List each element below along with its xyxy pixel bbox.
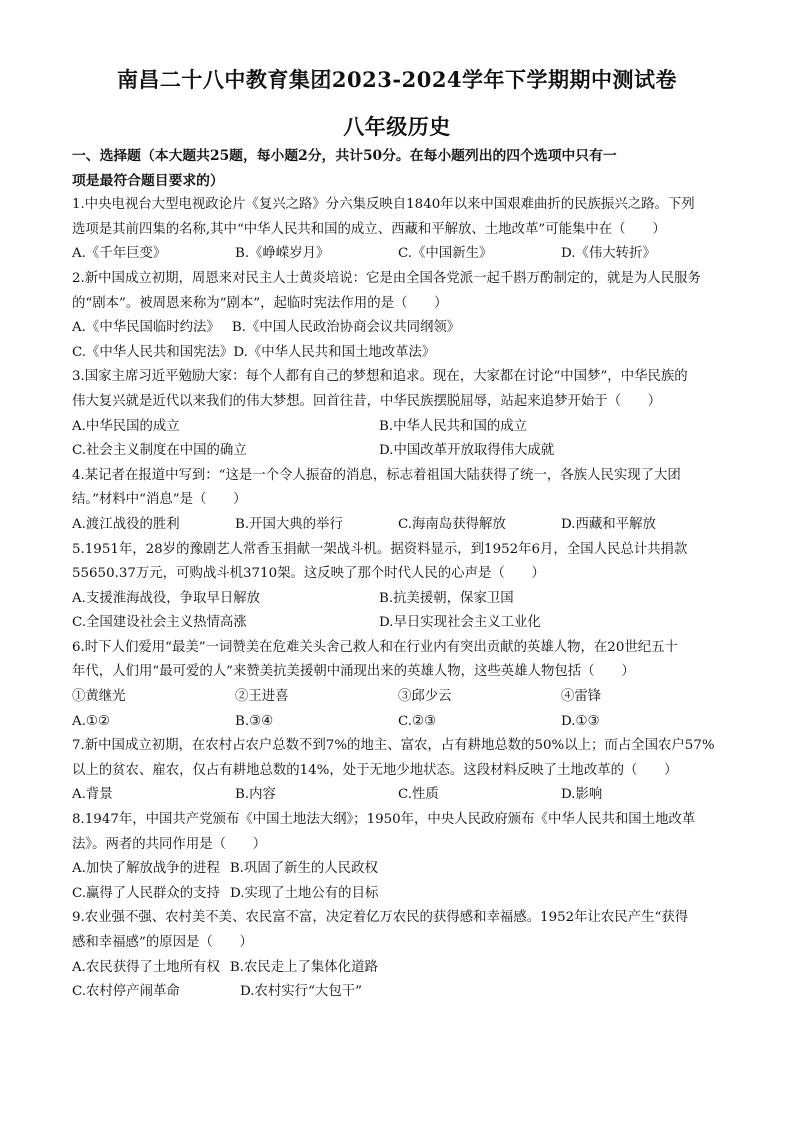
option-b: B.巩固了新生的人民政权	[229, 861, 378, 877]
question-4	[72, 464, 724, 538]
option-b: B.内容	[235, 787, 276, 803]
question-9-stem-line1: 9.农业强不强、农村美不美、农民富不富，决定着亿万农民的获得感和幸福感。1952年让农民产生“获得	[72, 910, 689, 926]
question-9-stem-line2: 感和幸福感”的原因是（ ）	[72, 935, 253, 950]
question-4-options	[72, 513, 724, 538]
question-1-stem-line2: 选项是其前四集的名称,其中“中华人民共和国的成立、西藏和平解放、土地改革”可能集中在（ ）	[72, 221, 666, 237]
option-a: A.①②	[72, 713, 110, 729]
question-1	[72, 193, 724, 267]
question-7-options	[72, 783, 724, 808]
option-a: A.背景	[72, 787, 113, 803]
option-d: D.西藏和平解放	[561, 516, 656, 532]
section-heading-line2: 项是最符合题目要求的）	[72, 172, 224, 189]
question-2-options-row1	[72, 316, 724, 341]
item-4: ④雷锋	[561, 689, 602, 705]
option-d: D.《中华人民共和国土地改革法》	[233, 344, 436, 360]
item-3: ③邱少云	[398, 689, 452, 705]
question-9-options-row1	[72, 956, 724, 981]
option-a: A.《中华民国临时约法》	[72, 320, 220, 336]
question-7	[72, 734, 724, 808]
option-d: D.农村实行“大包干”	[240, 984, 362, 1000]
option-a: A.中华民国的成立	[72, 418, 180, 434]
question-8-stem-line1: 8.1947年，中国共产党颁布《中国土地法大纲》；1950年，中央人民政府颁布《中华人民共和国土地改革	[72, 812, 696, 828]
question-4-stem-line2: 结。”材料中“消息”是（ ）	[72, 492, 247, 508]
question-4-stem-line1: 4.某记者在报道中写到：“这是一个令人振奋的消息，标志着祖国大陆获得了统一，各族人民实现了大团	[72, 467, 681, 483]
option-b: B.中华人民共和国的成立	[379, 418, 528, 434]
question-2	[72, 267, 724, 365]
option-b: B.开国大典的举行	[235, 516, 343, 532]
option-c: C.赢得了人民群众的支持	[72, 885, 220, 901]
option-a: A.渡江战役的胜利	[72, 516, 180, 532]
question-8	[72, 808, 724, 906]
question-1-stem-line1: 1.中央电视台大型电视政论片《复兴之路》分六集反映自1840年以来中国艰难曲折的民族振兴之路。下列	[72, 197, 695, 213]
question-3-options-row2	[72, 439, 724, 464]
question-2-stem-line2: 的“剧本”。被周恩来称为“剧本”，起临时宪法作用的是（ ）	[72, 295, 448, 311]
option-b: B.③④	[235, 713, 274, 729]
option-d: D.实现了土地公有的目标	[229, 885, 379, 901]
section-heading-line1: 一、选择题（本大题共25题，每小题2分，共计50分。在每小题列出的四个选项中只有一	[72, 148, 617, 164]
question-9	[72, 906, 724, 1004]
option-d: D.早日实现社会主义工业化	[379, 615, 541, 631]
question-2-options-row2	[72, 341, 724, 366]
question-6-options	[72, 710, 724, 735]
question-5-options-row2	[72, 611, 724, 636]
option-b: B.抗美援朝，保家卫国	[379, 590, 514, 606]
option-d: D.①③	[561, 713, 600, 729]
question-1-options	[72, 242, 724, 267]
option-b: B.农民走上了集体化道路	[229, 959, 378, 975]
option-d: D.《伟大转折》	[561, 246, 656, 262]
exam-subtitle: 八年级历史	[343, 114, 451, 139]
question-2-stem-line1: 2.新中国成立初期，周恩来对民主人士黄炎培说：它是由全国各党派一起千斟万酌制定的，就是为人民服务	[72, 270, 701, 286]
question-6-stem-line1: 6.时下人们爱用“最美”一词赞美在危难关头舍己救人和在行业内有突出贡献的英雄人物，在20世纪五十	[72, 639, 678, 655]
option-c: C.全国建设社会主义热情高涨	[72, 615, 247, 631]
option-c: C.农村停产闹革命	[72, 984, 180, 1000]
question-6-stem-line2: 年代，人们用“最可爱的人”来赞美抗美援朝中涌现出来的英雄人物，这些英雄人物包括（ ）	[72, 664, 635, 680]
option-a: A.《千年巨变》	[72, 246, 167, 262]
option-a: A.加快了解放战争的进程	[72, 861, 220, 877]
option-a: A.农民获得了土地所有权	[72, 959, 220, 975]
question-7-stem-line1: 7.新中国成立初期，在农村占农户总数不到7%的地主、富农，占有耕地总数的50%以上；而占全国农户57%	[72, 738, 715, 754]
question-5-options-row1	[72, 587, 724, 612]
option-d: D.影响	[561, 787, 603, 803]
question-3-stem-line1: 3.国家主席习近平勉励大家：每个人都有自己的梦想和追求。现在，大家都在讨论“中国梦”，中华民族的	[72, 369, 688, 385]
question-3	[72, 365, 724, 463]
option-c: C.《中国新生》	[398, 246, 493, 262]
exam-content	[72, 144, 724, 1005]
option-c: C.②③	[398, 713, 437, 729]
question-3-options-row1	[72, 415, 724, 440]
item-2: ②王进喜	[235, 689, 289, 705]
question-3-stem-line2: 伟大复兴就是近代以来我们的伟大梦想。回首往昔，中华民族摆脱屈辱，站起来追梦开始于（ ）	[72, 393, 662, 409]
section-heading	[72, 144, 724, 193]
question-8-options-row2	[72, 882, 724, 907]
question-8-stem-line2: 法》。两者的共同作用是（ ）	[72, 836, 267, 852]
option-c: C.海南岛获得解放	[398, 516, 506, 532]
question-7-stem-line2: 以上的贫农、雇农，仅占有耕地总数的14%，处于无地少地状态。这段材料反映了土地改革的（ ）	[72, 762, 678, 778]
question-5-stem-line2: 55650.37万元，可购战斗机3710架。这反映了那个时代人民的心声是（ ）	[72, 566, 545, 582]
question-6	[72, 636, 724, 734]
option-a: A.支援淮海战役，争取早日解放	[72, 590, 261, 606]
exam-title: 南昌二十八中教育集团2023-2024学年下学期期中测试卷	[116, 67, 678, 92]
option-c: C.社会主义制度在中国的确立	[72, 443, 247, 459]
option-c: C.《中华人民共和国宪法》	[72, 344, 234, 360]
question-9-options-row2	[72, 980, 724, 1005]
option-b: B.《中国人民政治协商会议共同纲领》	[231, 320, 461, 336]
option-b: B.《峥嵘岁月》	[235, 246, 330, 262]
option-c: C.性质	[398, 787, 439, 803]
question-5	[72, 538, 724, 636]
item-1: ①黄继光	[72, 689, 126, 705]
question-6-items	[72, 685, 724, 710]
option-d: D.中国改革开放取得伟大成就	[379, 443, 555, 459]
question-5-stem-line1: 5.1951年，28岁的豫剧艺人常香玉捐献一架战斗机。据资料显示，到1952年6月，全国人民总计共捐款	[72, 541, 688, 557]
question-8-options-row1	[72, 857, 724, 882]
